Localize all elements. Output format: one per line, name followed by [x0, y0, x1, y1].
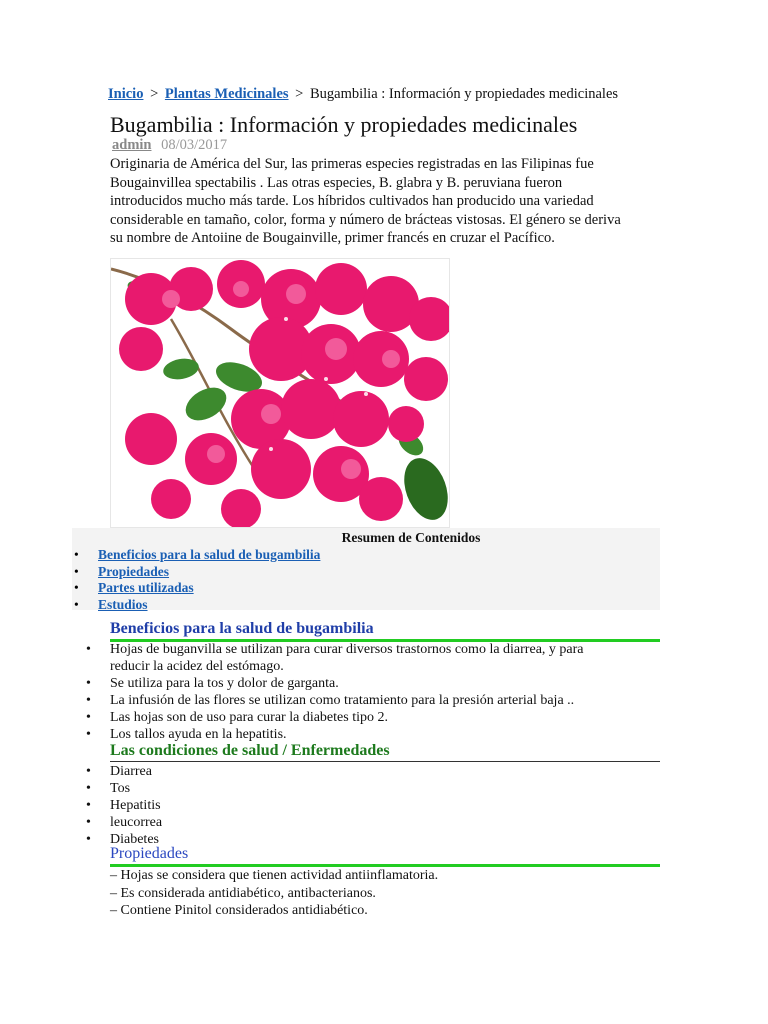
toc-link-estudios[interactable]: Estudios: [98, 596, 148, 612]
list-item: • Tos: [72, 780, 662, 797]
list-item: – Es considerada antidiabético, antibacterianos.: [110, 885, 376, 901]
section-heading-condiciones: Las condiciones de salud / Enfermedades: [110, 742, 660, 762]
list-item: – Contiene Pinitol considerados antidiabético.: [110, 903, 368, 918]
breadcrumb-separator: >: [150, 86, 159, 102]
post-date: 08/03/2017: [161, 137, 228, 153]
toc-link-propiedades[interactable]: Propiedades: [98, 563, 170, 579]
list-item: • Se utiliza para la tos y dolor de garganta.: [72, 675, 662, 692]
bougainvillea-photo: [110, 258, 450, 528]
toc-link-beneficios[interactable]: Beneficios para la salud de bugambilia: [98, 547, 321, 562]
section-heading-beneficios: Beneficios para la salud de bugambilia: [110, 620, 660, 642]
intro-line: su nombre de Antoiine de Bougainville, primer francés en cruzar el Pacífico.: [110, 230, 555, 246]
intro-line: considerable en tamaño, color, forma y número de brácteas vistosas. El género se deriva: [110, 211, 621, 228]
breadcrumb-category-link[interactable]: Plantas Medicinales: [164, 86, 289, 102]
toc-item: [72, 564, 660, 581]
propiedades-list: [110, 867, 660, 920]
page-title: Bugambilia : Información y propiedades medicinales: [110, 112, 578, 137]
condiciones-list: [72, 763, 662, 848]
list-item: • Diarrea: [72, 763, 662, 780]
list-item: • Los tallos ayuda en la hepatitis.: [72, 726, 662, 743]
toc-list: [72, 547, 660, 613]
post-meta: [112, 137, 227, 154]
breadcrumb: [108, 86, 618, 103]
list-item: • Las hojas son de uso para curar la diabetes tipo 2.: [72, 709, 662, 726]
intro-line: Originaria de América del Sur, las primeras especies registradas en las Filipinas fue: [110, 156, 594, 172]
toc-item: [72, 547, 660, 564]
toc-item: [72, 580, 660, 597]
section-heading-propiedades: Propiedades: [110, 845, 660, 867]
bougainvillea-photo-icon: [111, 259, 449, 527]
list-item: • leucorrea: [72, 814, 662, 831]
toc-link-partes[interactable]: Partes utilizadas: [98, 580, 194, 595]
intro-line: Bougainvillea spectabilis . Las otras especies, B. glabra y B. peruviana fueron: [110, 174, 563, 191]
list-item: • Hepatitis: [72, 797, 662, 814]
list-item: • Hojas de buganvilla se utilizan para curar diversos trastornos como la diarrea, y para reducir la acidez del estómago.: [72, 641, 662, 675]
toc-item: [72, 597, 660, 614]
list-item: • La infusión de las flores se utilizan como tratamiento para la presión arterial baja ..: [72, 692, 662, 709]
author-link[interactable]: admin: [112, 137, 152, 153]
toc-title: Resumen de Contenidos: [341, 530, 481, 545]
intro-paragraph: [110, 155, 650, 248]
list-item: – Hojas se considera que tienen actividad antiinflamatoria.: [110, 868, 439, 883]
breadcrumb-home-link[interactable]: Inicio: [108, 86, 144, 102]
list-item: • Diabetes: [72, 831, 662, 848]
breadcrumb-separator: >: [295, 86, 304, 102]
table-of-contents: [72, 528, 660, 610]
beneficios-list: [72, 641, 662, 743]
breadcrumb-current: Bugambilia : Información y propiedades medicinales: [309, 86, 619, 102]
intro-line: introducidos mucho más tarde. Los híbridos cultivados han producido una variedad: [110, 193, 594, 209]
